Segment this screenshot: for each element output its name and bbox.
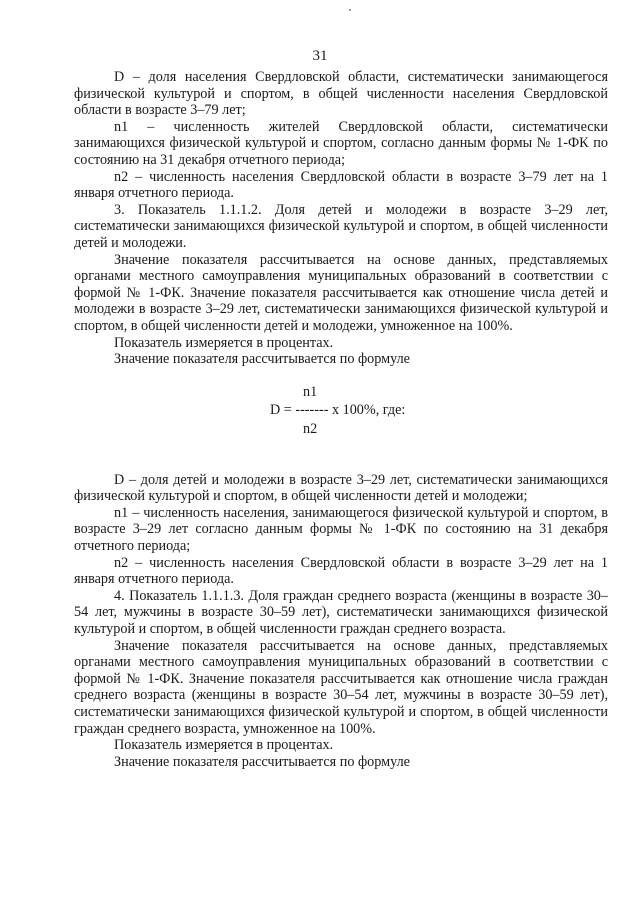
- scan-speck: [349, 9, 351, 11]
- paragraph-units: Показатель измеряется в процентах.: [114, 737, 334, 754]
- paragraph-formula-intro: Значение показателя рассчитывается по формуле: [114, 753, 410, 770]
- formula-block: [74, 378, 608, 444]
- paragraph-definition-n1: n1 – численность населения, занимающегося физической культурой и спортом, в возрасте 3–29 лет согласно данным формы № 1-ФК по состоянию на 31 декабря отчетного периода;: [74, 504, 608, 555]
- paragraph-definition-d: D – доля детей и молодежи в возрасте 3–29 лет, систематически занимающихся физической культурой и спортом, в общей численности детей и молодежи;: [74, 471, 608, 505]
- formula-numerator: n1: [303, 383, 318, 400]
- page-number: 31: [312, 48, 328, 64]
- paragraph-definition-d: D – доля населения Свердловской области, систематически занимающегося физической культурой и спортом, в общей численности населения Свердловской области в возрасте 3–79 лет;: [74, 69, 608, 119]
- paragraph-definition-n2: n2 – численность населения Свердловской области в возрасте 3–79 лет на 1 января отчетного периода.: [74, 168, 608, 202]
- paragraph-indicator-1-1-1-2: 3. Показатель 1.1.1.2. Доля детей и молодежи в возрасте 3–29 лет, систематически занимающихся физической культурой и спортом, в общей численности детей и молодежи.: [74, 201, 608, 251]
- formula-denominator: n2: [303, 420, 318, 437]
- paragraph-calculation-basis: Значение показателя рассчитывается на основе данных, представляемых органами местного самоуправления муниципальных образований в соответствии с формой № 1-ФК. Значение показателя рассчитывается как отношение числа детей и молодежи в возрасте 3–29 лет, систематически занимающихся физической культурой и спортом, в общей численности детей и молодежи, умноженное на 100%.: [74, 251, 608, 334]
- paragraph-calculation-basis: Значение показателя рассчитывается на основе данных, представляемых органами местного самоуправления муниципальных образований в соответствии с формой № 1-ФК. Значение показателя рассчитывается как отношение числа граждан среднего возраста (женщины в возрасте 30–54 лет, мужчины в возрасте 30–59 лет), систематически занимающихся физической культурой и спортом, в общей численности граждан среднего возраста, умноженное на 100%.: [74, 637, 608, 737]
- paragraph-definition-n2: n2 – численность населения Свердловской области в возрасте 3–29 лет на 1 января отчетного периода.: [74, 554, 608, 588]
- paragraph-units: Показатель измеряется в процентах.: [114, 334, 334, 351]
- formula-expression: D = ------- x 100%, где:: [270, 401, 406, 418]
- paragraph-indicator-1-1-1-3: 4. Показатель 1.1.1.3. Доля граждан среднего возраста (женщины в возрасте 30–54 лет, мужчины в возрасте 30–59 лет), систематически занимающихся физической культурой и спортом, в общей численности граждан среднего возраста.: [74, 587, 608, 638]
- paragraph-definition-n1: n1 – численность жителей Свердловской области, систематически занимающихся физической культурой и спортом, согласно данным формы № 1-ФК по состоянию на 31 декабря отчетного периода;: [74, 118, 608, 168]
- paragraph-formula-intro: Значение показателя рассчитывается по формуле: [114, 351, 410, 368]
- page-body: [74, 69, 608, 770]
